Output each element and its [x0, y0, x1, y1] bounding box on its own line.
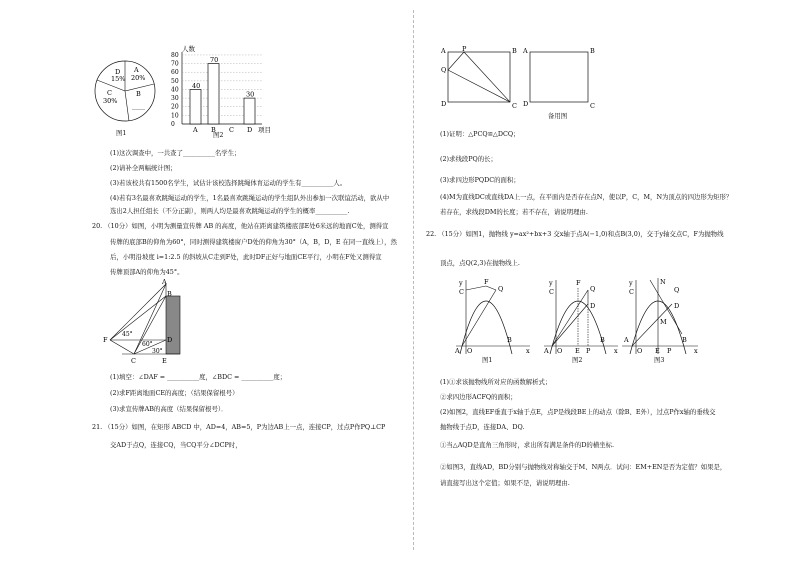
q20-line-1: 20. （10分）如图，小明为测量宣传牌 AB 的高度，他站在距离建筑楼底部E处6米远的地面C处，测得宣 [92, 222, 389, 230]
bar-ytick-label: 30 [171, 95, 179, 103]
fig3-b: B [682, 336, 687, 344]
pt-d: D [167, 336, 173, 344]
pt-e: E [162, 357, 167, 365]
q21-line-2: 交AD于点Q，连接CQ，当CQ平分∠DCP时， [110, 441, 242, 449]
bar-b [208, 64, 219, 124]
fig3-q: Q [674, 286, 680, 294]
q20-line-4: 传牌顶部A的仰角为45°。 [110, 268, 184, 276]
right-column [414, 0, 800, 566]
q21-line-1: 21. （15分）如图，在矩形 ABCD 中，AD=4，AB=5，P为边AB上一点，连接CP，过点P作PQ⊥CP [92, 423, 386, 431]
fig2-f: F [576, 279, 581, 287]
q19-item-3: (3)若该校共有1500名学生，试估计该校选择跳绳体育运动的学生有__________人。 [110, 179, 347, 187]
fig1-caption: 图1 [116, 129, 127, 137]
pt-c: C [131, 357, 136, 365]
slope-fc [110, 340, 134, 354]
r1-b: B [512, 47, 517, 55]
fig3-o: O [637, 347, 643, 355]
line-pq [448, 52, 464, 70]
q22-sub-5a: ②如图3，直线AD，BD分别与抛物线对称轴交于M、N两点．试问：EM+EN是否为定值？如果是， [440, 463, 727, 471]
fig2-e: E [575, 347, 580, 355]
bar-ytick-label: 10 [171, 112, 179, 120]
building [166, 296, 180, 354]
pie-label-d-pct: 15% [111, 75, 126, 83]
q19-item-1: (1)这次调查中，一共查了__________名学生； [110, 149, 241, 157]
bar-b-value: 70 [210, 56, 219, 64]
q22-fig1 [454, 276, 534, 356]
q22-fig2 [542, 276, 622, 356]
angle-30: 30° [152, 348, 163, 355]
bar-a [190, 90, 201, 125]
q19-item-2: (2)请补全两幅统计图； [110, 164, 177, 172]
fig3-p: P [667, 347, 672, 355]
bar-ytick-label: 0 [171, 121, 175, 128]
fig2-b: B [600, 336, 605, 344]
r1-a: A [441, 47, 446, 55]
fig2-x: x [614, 347, 618, 355]
q22-sub-1: (1)①求该抛物线所对应的函数解析式； [440, 378, 552, 386]
bar-d-value: 30 [246, 90, 255, 99]
fig1-cf [466, 286, 486, 290]
fig3-caption-r: 图3 [654, 356, 665, 364]
fig2-d: D [590, 302, 596, 310]
fig3-e: E [655, 347, 660, 355]
q20-sub-3: (3)求宣传牌AB的高度（结果保留根号）． [110, 405, 228, 413]
bar-cat-d: D [247, 126, 253, 134]
fig1-b: B [507, 336, 512, 344]
r2-d: D [523, 100, 529, 108]
r2-a: A [523, 47, 528, 55]
fig1-a: A [455, 347, 460, 355]
q22-sub-5b: 请直接写出这个定值；如果不是，请说明理由. [440, 479, 570, 487]
pie-label-a-pct: 20% [131, 74, 146, 82]
fig1-fq [486, 286, 496, 290]
q21-sub-1: (1)证明：△PCQ≌△DCQ； [440, 130, 520, 138]
fig1-x: x [526, 347, 530, 355]
fig2-caption: 图2 [213, 131, 224, 139]
pie-divider-center-bottom [125, 91, 129, 121]
line-pc [464, 52, 510, 102]
pt-b: B [167, 290, 172, 298]
q21-sub-3: (3)求四边形PQDC的面积； [440, 176, 520, 184]
pie-chart-figure [92, 58, 162, 128]
bar-ytick-label: 20 [171, 103, 179, 111]
q22-sub-2: ②求四边形ACFQ的面积； [440, 393, 517, 401]
fig1-caption-r: 图1 [482, 356, 493, 364]
bar-xlabel: 项目 [258, 126, 271, 134]
q20-line-2: 传牌的底部B的仰角为60°，同时测得建筑楼窗户D处的仰角为30°（A，B，D，E 在同一直线上），然 [110, 238, 397, 246]
fig3-m: M [660, 318, 667, 326]
bar-ylabel: 人数 [182, 45, 195, 53]
bar-ytick-label: 70 [171, 60, 179, 68]
fig2-q: Q [590, 285, 596, 293]
q22-sub-4: ①当△AQD是直角三角形时，求出所有满足条件的D的横坐标. [440, 441, 615, 449]
q19-item-4a: (4)若有3名最喜欢跳绳运动的学生，1名最喜欢跳绳运动的学生组队外出参加一次联谊活动，欲从中 [110, 194, 390, 202]
fig1-f: F [484, 278, 489, 286]
pie-label-d: D [115, 68, 121, 76]
pie-label-b: B [136, 90, 141, 98]
q22-fig3 [620, 276, 702, 356]
pie-label-c-pct: 30% [103, 97, 118, 105]
pt-a: A [162, 278, 167, 286]
q20-figure [100, 278, 200, 366]
pt-f: F [103, 336, 108, 344]
angle-60: 60° [142, 341, 153, 348]
fig3-d: D [674, 302, 680, 310]
line-qc [448, 70, 510, 102]
fig1-c: C [459, 288, 464, 296]
fig2-y: y [549, 279, 553, 287]
q20-sub-2: (2)求F距离地面CE的高度；（结果保留根号） [110, 389, 239, 397]
q21-sub-4b: 若存在，求线段DM的长度；若不存在，请说明理由. [440, 208, 588, 216]
pie-label-b-pct: ____ [132, 102, 145, 110]
q21-backup-figure [522, 46, 602, 110]
pie-label-a: A [134, 66, 139, 74]
fig1-qa [462, 290, 496, 346]
bar-ytick-label: 60 [171, 69, 179, 77]
bar-cat-c: C [229, 126, 234, 134]
bar-ytick-label: 50 [171, 77, 179, 85]
r1-d: D [441, 100, 447, 108]
r1-p: P [462, 46, 467, 53]
bar-cat-a: A [193, 126, 198, 134]
q22-line-1: 22. （15分）如图1，抛物线 y=ax²+bx+3 交x轴于点A(−1,0)和点B(3,0)，交于y轴交点C，F为抛物线 [426, 230, 724, 238]
bar-yticks [171, 52, 179, 128]
q22-sub-3a: (2)如图2，直线EF垂直于x轴于点E，点P是线段BE上的动点（除B、E外），过点P作x轴的垂线交 [440, 408, 716, 416]
r2-c: C [590, 102, 595, 110]
fig2-o: O [557, 347, 563, 355]
r1-q: Q [441, 66, 447, 74]
fig2-aq [552, 290, 588, 346]
fig2-caption-r: 图2 [572, 356, 583, 364]
fig2-c: C [549, 288, 554, 296]
fig3-a: A [624, 336, 629, 344]
q22-sub-3b: 抛物线于点D，连接DA、DQ. [440, 423, 525, 431]
fig3-x: x [694, 347, 698, 355]
bar-d [244, 98, 255, 124]
q20-sub-1: (1)填空：∠DAF = __________度，∠BDC = __________度； [110, 373, 287, 381]
fig3-c: C [629, 288, 634, 296]
q22-line-2: 顶点，点Q(2,3)在抛物线上. [440, 259, 520, 267]
fig2-p: P [586, 347, 591, 355]
fig1-y: y [459, 279, 463, 287]
backup-caption: 备用图 [548, 112, 568, 120]
fig1-o: O [467, 347, 473, 355]
fig3-n: N [660, 278, 666, 286]
bar-ytick-label: 80 [171, 51, 179, 59]
q21-sub-4a: (4)M为直线DC或直线DA上一点，在平面内是否存在点N，使以P，C，M，N为顶点的四边形为矩形？ [440, 193, 733, 201]
q19-item-4b: 选出2人担任组长（不分正副），则两人均是最喜欢跳绳运动的学生的概率__________. [110, 207, 350, 215]
fig3-y: y [629, 279, 633, 287]
angle-45: 45° [122, 331, 133, 338]
line-fa [110, 284, 166, 340]
rect-abcd-backup [530, 52, 588, 102]
bar-chart-figure [168, 44, 278, 136]
fig2-a: A [544, 347, 549, 355]
q20-line-3: 后，小明沿坡度 i=1:2.5 的斜坡从C走到F处，此时DF正好与地面CE平行，小明在F处又测得宣 [110, 253, 382, 261]
q21-sub-2: (2)求线段PQ的长； [440, 155, 497, 163]
r2-b: B [590, 47, 595, 55]
pie-label-c: C [107, 89, 112, 97]
r1-c: C [512, 102, 517, 110]
bar-a-value: 40 [192, 82, 201, 90]
fig1-q: Q [498, 285, 504, 293]
bar-ytick-label: 40 [171, 86, 179, 94]
fig2-ad [552, 304, 588, 346]
bar-cat-b: B [211, 126, 216, 134]
